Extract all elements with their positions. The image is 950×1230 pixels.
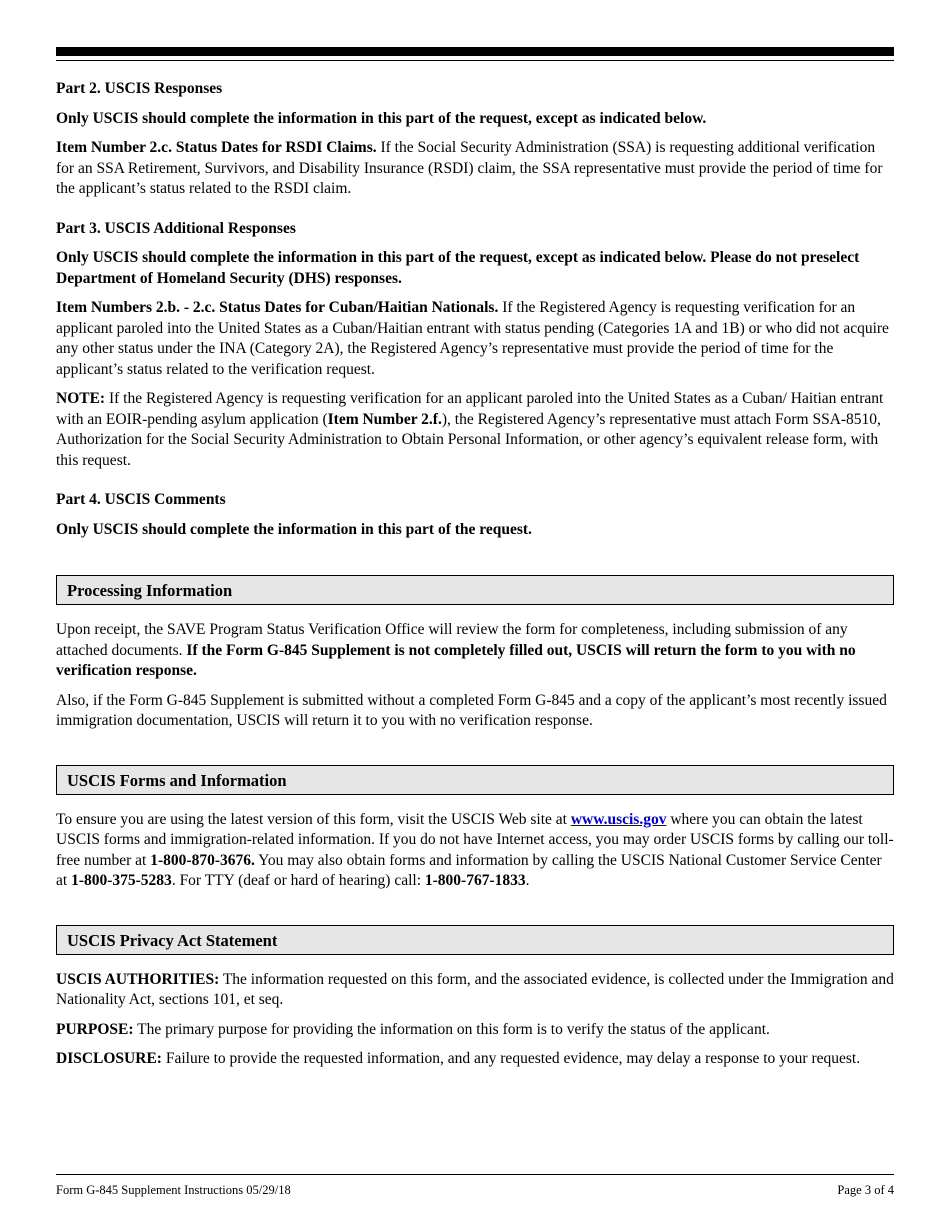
forms-text-3: You may also obtain forms and information by calling the USCIS National Customer Service Center at — [56, 851, 882, 889]
processing-section-header: Processing Information — [56, 575, 894, 605]
note-text-1: If the Registered Agency is requesting verification for an applicant paroled into the United States as a Cuban/ Haitian entrant with an EOIR-pending asylum application ( — [56, 390, 884, 428]
authorities-text: The information requested on this form, and the associated evidence, is collected under the Immigration and Nationality Act, sections 101, et seq. — [56, 970, 894, 1008]
part4-title: Part 4. USCIS Comments — [56, 491, 226, 508]
toll-free-number: 1-800-870-3676. — [150, 851, 255, 869]
disclosure-label: DISCLOSURE: — [56, 1050, 162, 1067]
uscis-website-link[interactable]: www.uscis.gov — [570, 810, 667, 828]
tty-number: 1-800-767-1833 — [424, 872, 526, 889]
forms-text-1: To ensure you are using the latest version of this form, visit the USCIS Web site at — [56, 810, 571, 828]
part3-title: Part 3. USCIS Additional Responses — [56, 219, 296, 237]
page-content — [56, 79, 894, 1079]
note-item-number: Item Number 2.f. — [327, 410, 442, 428]
note-text-2: ), the Registered Agency’s representative must attach Form SSA-8510, Authorization for the Social Security Administration to Obtain Personal Information, or other agency’s equivalent release form, with this request. — [56, 410, 881, 469]
disclosure-text: Failure to provide the requested information, and any requested evidence, may delay a response to your request. — [161, 1050, 861, 1067]
privacy-section-header: USCIS Privacy Act Statement — [56, 925, 894, 955]
part2-item-label: Item Number 2.c. Status Dates for RSDI Claims. — [56, 139, 377, 156]
forms-text-4: . For TTY (deaf or hard of hearing) call: — [171, 872, 425, 889]
part2-item-paragraph — [56, 138, 894, 200]
part2-item-text: If the Social Security Administration (SSA) is requesting additional verification for an SSA Retirement, Survivors, and Disability Insurance (RSDI) claim, the SSA representative must provide the period of time for the applicant’s status related to the RSDI claim. — [56, 139, 883, 197]
privacy-authorities — [56, 970, 894, 1011]
forms-section-header: USCIS Forms and Information — [56, 765, 894, 795]
purpose-label: PURPOSE: — [56, 1020, 134, 1038]
privacy-disclosure — [56, 1049, 894, 1070]
part3-item-label: Item Numbers 2.b. - 2.c. Status Dates for Cuban/Haitian Nationals. — [56, 299, 499, 316]
part3-item-paragraph — [56, 298, 894, 380]
part3-note — [56, 389, 894, 471]
header-thick-rule — [56, 47, 894, 56]
forms-text-5: . — [525, 872, 530, 889]
privacy-purpose — [56, 1020, 894, 1041]
forms-text-2: where you can obtain the latest USCIS forms and immigration-related information. If you do not have Internet access, you may order USCIS forms by calling our toll-free number at — [56, 810, 894, 869]
note-label: NOTE: — [56, 390, 106, 407]
ncsc-number: 1-800-375-5283 — [71, 872, 172, 889]
part3-instruction: Only USCIS should complete the information in this part of the request, except as indicated below. Please do not preselect Department of Homeland Security (DHS) responses. — [56, 249, 860, 287]
authorities-label: USCIS AUTHORITIES: — [56, 970, 220, 988]
forms-paragraph — [56, 810, 894, 892]
footer-form-title: Form G-845 Supplement Instructions 05/29/18 — [56, 1183, 291, 1197]
header-thin-rule — [56, 60, 894, 61]
part4-instruction: Only USCIS should complete the information in this part of the request. — [56, 520, 532, 538]
processing-paragraph-2: Also, if the Form G-845 Supplement is submitted without a completed Form G-845 and a copy of the applicant’s most recently issued immigration documentation, USCIS will return it to you with no verification response. — [56, 691, 887, 729]
footer-page-number: Page 3 of 4 — [837, 1183, 894, 1197]
part3-item-text: If the Registered Agency is requesting verification for an applicant paroled into the United States as a Cuban/Haitian entrant with status pending (Categories 1A and 1B) or who did not acquire any other status under the INA (Category 2A), the Registered Agency’s representative must provide the period of time for the applicant’s status related to the verification request. — [56, 299, 889, 378]
footer-rule — [56, 1174, 894, 1175]
part2-title: Part 2. USCIS Responses — [56, 80, 223, 97]
processing-warning: If the Form G-845 Supplement is not completely filled out, USCIS will return the form to you with no verification response. — [56, 641, 856, 679]
processing-paragraph-1 — [56, 620, 894, 682]
purpose-text: The primary purpose for providing the information on this form is to verify the status of the applicant. — [133, 1020, 770, 1038]
processing-text: Upon receipt, the SAVE Program Status Verification Office will review the form for completeness, including submission of any attached documents. — [56, 621, 848, 659]
part2-instruction: Only USCIS should complete the information in this part of the request, except as indicated below. — [56, 109, 707, 127]
